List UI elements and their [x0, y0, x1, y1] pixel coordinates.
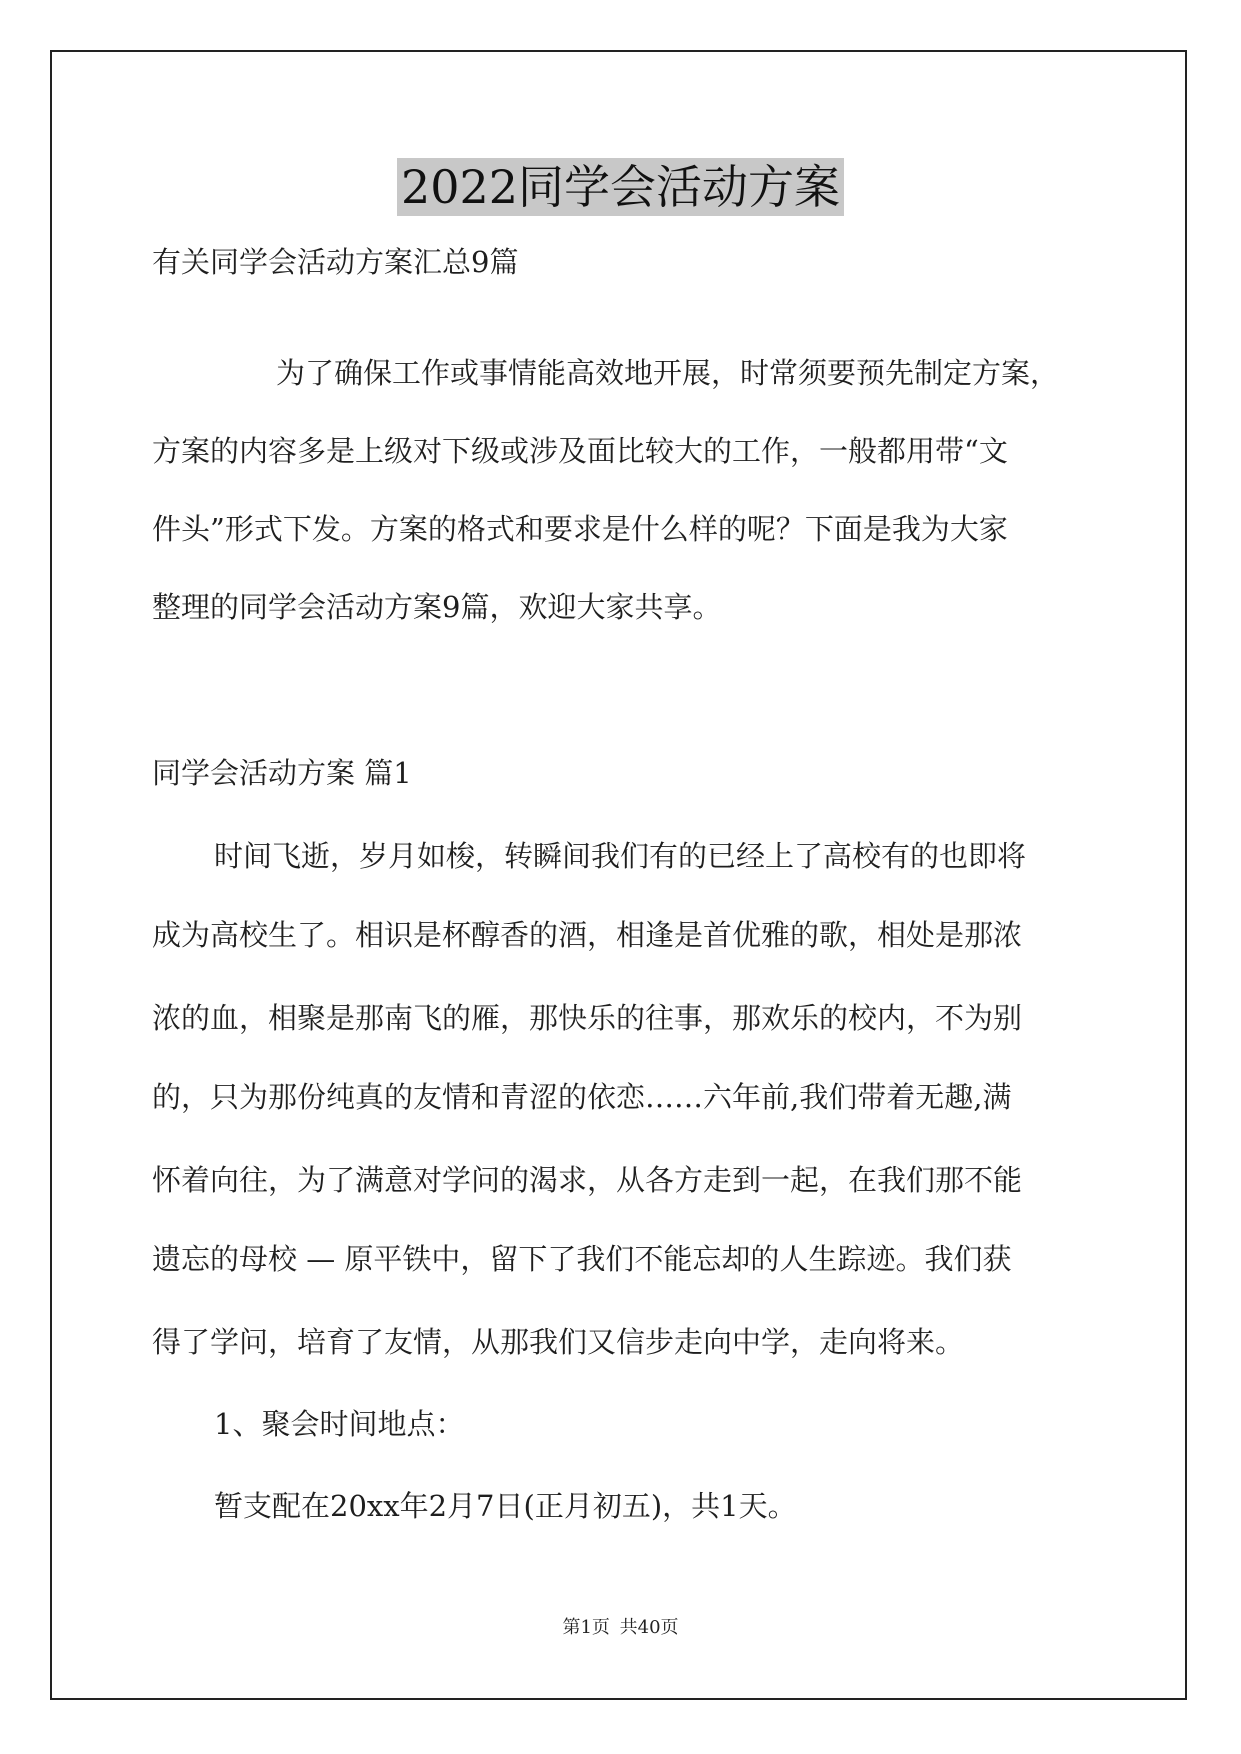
body-line: 时间飞逝，岁月如梭，转瞬间我们有的已经上了高校有的也即将	[214, 839, 1027, 873]
page-number: 第1页	[562, 1617, 610, 1638]
intro-line: 方案的内容多是上级对下级或涉及面比较大的工作，一般都用带“文	[152, 434, 1008, 468]
intro-line: 整理的同学会活动方案9篇，欢迎大家共享。	[152, 590, 722, 624]
body-line: 成为高校生了。相识是杯醇香的酒，相逢是首优雅的歌，相处是那浓	[152, 918, 1023, 952]
document-title: 2022同学会活动方案	[397, 158, 844, 216]
subtitle: 有关同学会活动方案汇总9篇	[152, 245, 519, 279]
section-heading: 同学会活动方案 篇1	[152, 756, 412, 790]
body-line: 得了学问，培育了友情，从那我们又信步走向中学，走向将来。	[152, 1325, 965, 1359]
body-line: 的，只为那份纯真的友情和青涩的依恋……六年前,我们带着无趣,满	[152, 1080, 1012, 1114]
body-line: 怀着向往，为了满意对学问的渴求，从各方走到一起，在我们那不能	[152, 1163, 1023, 1197]
item-text: 暂支配在20xx年2月7日(正月初五)，共1天。	[214, 1489, 797, 1523]
title-container	[0, 158, 1241, 216]
item-heading: 1、聚会时间地点：	[214, 1407, 465, 1441]
body-line: 浓的血，相聚是那南飞的雁，那快乐的往事，那欢乐的校内，不为别	[152, 1001, 1023, 1035]
intro-line: 件头”形式下发。方案的格式和要求是什么样的呢？下面是我为大家	[152, 512, 1008, 546]
body-line: 遗忘的母校 — 原平铁中，留下了我们不能忘却的人生踪迹。我们获	[152, 1242, 1012, 1276]
page-border	[50, 50, 1187, 1700]
intro-line: 为了确保工作或事情能高效地开展，时常须要预先制定方案，	[276, 356, 1060, 390]
page-total: 共40页	[619, 1617, 679, 1638]
page-footer	[0, 1617, 1241, 1639]
